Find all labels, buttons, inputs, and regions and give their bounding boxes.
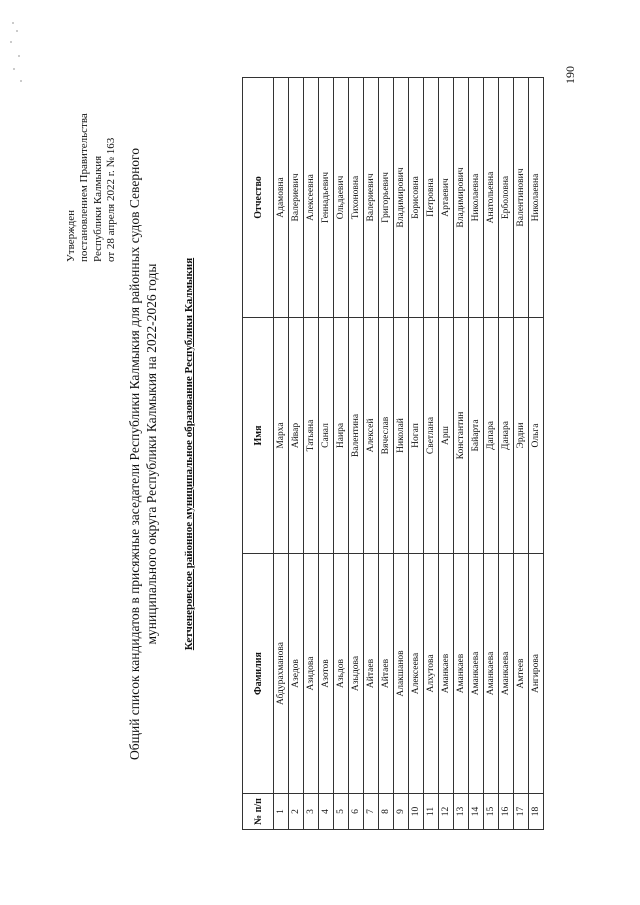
cell-name: Байарта — [469, 318, 484, 554]
cell-surname: Амтеев — [514, 554, 529, 794]
cell-patronymic: Петровна — [424, 78, 439, 318]
cell-patronymic: Григорьевич — [379, 78, 394, 318]
cell-surname: Айтаев — [379, 554, 394, 794]
cell-number: 7 — [364, 794, 379, 830]
cell-name: Ногап — [409, 318, 424, 554]
cell-surname: Аманкаев — [454, 554, 469, 794]
table-row — [529, 78, 544, 830]
cell-name: Ольга — [529, 318, 544, 554]
table-body — [274, 78, 544, 830]
cell-number: 13 — [454, 794, 469, 830]
cell-surname: Аманкаев — [439, 554, 454, 794]
cell-surname: Азотов — [319, 554, 334, 794]
cell-surname: Азыдова — [349, 554, 364, 794]
cell-number: 16 — [499, 794, 514, 830]
cell-number: 15 — [484, 794, 499, 830]
cell-patronymic: Николаевна — [469, 78, 484, 318]
cell-name: Санал — [319, 318, 334, 554]
cell-patronymic: Алексеевна — [304, 78, 319, 318]
candidates-table — [242, 77, 544, 830]
table-header-row — [243, 78, 274, 830]
cell-number: 8 — [379, 794, 394, 830]
cell-name: Эрдни — [514, 318, 529, 554]
cell-number: 2 — [289, 794, 304, 830]
cell-patronymic: Валериевич — [289, 78, 304, 318]
scan-artifact-dots — [0, 0, 40, 120]
cell-patronymic: Анатольевна — [484, 78, 499, 318]
cell-name: Константин — [454, 318, 469, 554]
title-line: Общий список кандидатов в присяжные заседатели Республики Калмыкия для районных судов Северного — [127, 147, 142, 761]
table-row — [454, 78, 469, 830]
approval-line: от 28 апреля 2022 г. № 163 — [105, 137, 118, 262]
approval-line: постановлением Правительства — [78, 113, 91, 262]
cell-surname: Алакшанов — [394, 554, 409, 794]
cell-number: 9 — [394, 794, 409, 830]
cell-patronymic: Ольдаевич — [334, 78, 349, 318]
title-line: муниципального округа Республики Калмыкия на 2022-2026 годы — [143, 263, 159, 645]
cell-number: 17 — [514, 794, 529, 830]
cell-patronymic: Ерболовна — [499, 78, 514, 318]
header-number: № п/п — [243, 794, 274, 830]
table-row — [424, 78, 439, 830]
approval-line: Утвержден — [65, 209, 77, 262]
table-row — [364, 78, 379, 830]
cell-name: Валентина — [349, 318, 364, 554]
cell-patronymic: Геннадьевич — [319, 78, 334, 318]
cell-surname: Алхутова — [424, 554, 439, 794]
cell-name: Айвар — [289, 318, 304, 554]
cell-number: 14 — [469, 794, 484, 830]
cell-number: 10 — [409, 794, 424, 830]
cell-surname: Алексеева — [409, 554, 424, 794]
cell-number: 5 — [334, 794, 349, 830]
cell-name: Марха — [274, 318, 289, 554]
cell-surname: Абдурахманова — [274, 554, 289, 794]
table-row — [409, 78, 424, 830]
table-row — [319, 78, 334, 830]
cell-surname: Аманкаева — [499, 554, 514, 794]
cell-name: Светлана — [424, 318, 439, 554]
table-row — [274, 78, 289, 830]
table-row — [394, 78, 409, 830]
cell-patronymic: Борисовна — [409, 78, 424, 318]
cell-patronymic: Тихоновна — [349, 78, 364, 318]
approval-line: Республики Калмыкия — [91, 155, 104, 262]
table-row — [334, 78, 349, 830]
cell-patronymic: Валентинович — [514, 78, 529, 318]
approval-stamp-text — [65, 72, 119, 262]
table-row — [514, 78, 529, 830]
cell-patronymic: Адамовна — [274, 78, 289, 318]
cell-surname: Айтаев — [364, 554, 379, 794]
table-row — [484, 78, 499, 830]
cell-number: 6 — [349, 794, 364, 830]
cell-name: Вячеслав — [379, 318, 394, 554]
cell-name: Дапара — [484, 318, 499, 554]
header-name: Имя — [243, 318, 274, 554]
cell-patronymic: Валериевич — [364, 78, 379, 318]
table-row — [439, 78, 454, 830]
cell-surname: Азьдов — [334, 554, 349, 794]
cell-surname: Аманкаева — [469, 554, 484, 794]
cell-patronymic: Владимирович — [394, 78, 409, 318]
cell-name: Николай — [394, 318, 409, 554]
cell-surname: Аманкаева — [484, 554, 499, 794]
document-title — [127, 58, 160, 850]
cell-number: 18 — [529, 794, 544, 830]
cell-patronymic: Владимирович — [454, 78, 469, 318]
header-surname: Фамилия — [243, 554, 274, 794]
table-row — [289, 78, 304, 830]
cell-name: Алексей — [364, 318, 379, 554]
cell-patronymic: Артаевич — [439, 78, 454, 318]
table-row — [304, 78, 319, 830]
cell-surname: Азидова — [304, 554, 319, 794]
cell-surname: Азедов — [289, 554, 304, 794]
header-patronymic: Отчество — [243, 78, 274, 318]
table-row — [499, 78, 514, 830]
cell-name: Татьяна — [304, 318, 319, 554]
cell-number: 1 — [274, 794, 289, 830]
table-row — [349, 78, 364, 830]
cell-name: Арш — [439, 318, 454, 554]
cell-number: 11 — [424, 794, 439, 830]
section-heading: Кетченеровское районное муниципальное образование Республики Калмыкия — [183, 257, 195, 651]
page-number: 190 — [562, 66, 577, 84]
cell-name: Данара — [499, 318, 514, 554]
cell-number: 4 — [319, 794, 334, 830]
table-row — [469, 78, 484, 830]
rotated-document — [57, 58, 565, 850]
cell-surname: Ангирова — [529, 554, 544, 794]
cell-number: 3 — [304, 794, 319, 830]
table-row — [379, 78, 394, 830]
cell-number: 12 — [439, 794, 454, 830]
cell-name: Наира — [334, 318, 349, 554]
cell-patronymic: Николаевна — [529, 78, 544, 318]
